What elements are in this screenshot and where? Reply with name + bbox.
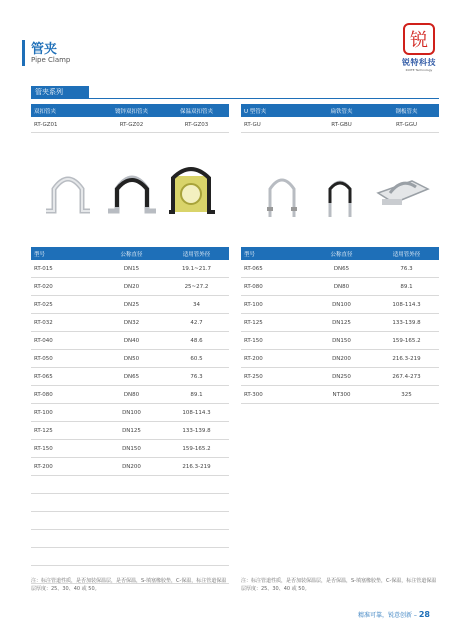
right-product-code-row (241, 117, 439, 133)
cell: RT-300 (244, 391, 263, 398)
double-clamp-image (38, 163, 98, 223)
cell: DN20 (123, 283, 140, 290)
table-row (241, 260, 439, 278)
steel-plate-clamp-image (372, 163, 432, 223)
left-spec-table (31, 247, 229, 584)
right-product-table (241, 104, 439, 133)
cell: DN150 (122, 445, 141, 452)
cell: DN150 (332, 337, 351, 344)
cell: 267.4-273 (392, 373, 421, 380)
table-row (31, 260, 229, 278)
table-row (241, 278, 439, 296)
page-subtitle: Pipe Clamp (31, 56, 71, 64)
cell: 42.7 (190, 319, 203, 326)
company-logo (396, 22, 442, 72)
cell: DN50 (123, 355, 140, 362)
cell: 25~27.2 (184, 283, 209, 290)
table-row (241, 332, 439, 350)
cell: RT-080 (244, 283, 263, 290)
cell: RT-032 (34, 319, 53, 326)
cell: RT-100 (244, 301, 263, 308)
cell: NT300 (332, 391, 351, 398)
right-note: 注：标注管道性质，是否加装保温层，是否保温，S-填塞橡胶垫，C-保温，标注管道保温层厚度：25、30、40 或 50。 (241, 578, 437, 592)
logo-tagline: RUITE Technology (405, 68, 433, 72)
cell: 159-165.2 (182, 445, 211, 452)
product-header: U 型管夹 (244, 108, 267, 115)
left-product-code-row (31, 117, 229, 133)
table-row (31, 278, 229, 296)
table-row (31, 422, 229, 440)
cell: DN200 (332, 355, 351, 362)
cell: 48.6 (190, 337, 203, 344)
left-product-header-row (31, 104, 229, 117)
cell: RT-200 (34, 463, 53, 470)
cell: RT-040 (34, 337, 53, 344)
product-header: 钢板管夹 (395, 108, 418, 115)
cell: 34 (193, 301, 200, 308)
table-row (31, 332, 229, 350)
cell: 60.5 (190, 355, 203, 362)
logo-name: 锐特科技 (402, 58, 436, 67)
table-row (241, 386, 439, 404)
cell: 216.3-219 (182, 463, 211, 470)
product-header: 保温双扣管夹 (179, 108, 213, 115)
cell: 133-139.8 (392, 319, 421, 326)
page-footer (358, 610, 430, 619)
cell: 159-165.2 (392, 337, 421, 344)
table-row (31, 548, 229, 566)
cell: 76.3 (190, 373, 203, 380)
table-row (241, 368, 439, 386)
product-code: RT-GGU (395, 121, 417, 128)
cell: RT-080 (34, 391, 53, 398)
spec-header: 公称直径 (330, 251, 353, 258)
left-product-table (31, 104, 229, 133)
table-row (241, 350, 439, 368)
cell: RT-050 (34, 355, 53, 362)
cell: DN100 (122, 409, 141, 416)
table-row (31, 458, 229, 476)
cell: DN100 (332, 301, 351, 308)
table-row (31, 368, 229, 386)
logo-seal-icon (402, 22, 436, 56)
product-code: RT-GZ03 (184, 121, 209, 128)
cell: DN32 (123, 319, 140, 326)
series-label: 管夹系列 (31, 86, 89, 98)
cell: RT-125 (244, 319, 263, 326)
series-divider (31, 98, 439, 99)
table-row (31, 512, 229, 530)
cell: 89.1 (190, 391, 203, 398)
u-clamp-image (252, 163, 312, 223)
cell: DN15 (123, 265, 140, 272)
cell: RT-065 (34, 373, 53, 380)
left-spec-header-row (31, 247, 229, 260)
cell: DN250 (332, 373, 351, 380)
right-spec-table (241, 247, 439, 404)
table-row (31, 314, 229, 332)
table-row (31, 350, 229, 368)
table-row (31, 494, 229, 512)
product-header: 扁铁管夹 (330, 108, 353, 115)
spec-header: 公称直径 (120, 251, 143, 258)
right-product-header-row (241, 104, 439, 117)
product-header: 镀锌双扣管夹 (114, 108, 148, 115)
svg-text:锐: 锐 (410, 30, 428, 51)
table-row (31, 440, 229, 458)
cell: RT-150 (244, 337, 263, 344)
table-row (241, 296, 439, 314)
product-code: RT-GBU (331, 121, 352, 128)
cell: DN80 (123, 391, 140, 398)
cell: DN80 (333, 283, 350, 290)
cell: RT-065 (244, 265, 263, 272)
left-note: 注：标注管道性质，是否加装保温层，是否保温，S-填塞橡胶垫，C-保温，标注管道保温层厚度：25、30、40 或 50。 (31, 578, 227, 592)
cell: RT-100 (34, 409, 53, 416)
product-code: RT-GU (244, 121, 261, 128)
cell: RT-250 (244, 373, 263, 380)
page-number: 28 (418, 610, 430, 619)
cell: 19.1~21.7 (181, 265, 212, 272)
cell: RT-015 (34, 265, 53, 272)
footer-slogan: 精准可靠，锐意创新 – (358, 612, 417, 619)
cell: 108-114.3 (182, 409, 211, 416)
page-title: 管夹 (31, 42, 58, 57)
cell: RT-020 (34, 283, 53, 290)
galvanized-clamp-image (102, 163, 162, 223)
cell: DN200 (122, 463, 141, 470)
table-row (31, 296, 229, 314)
spec-header: 型号 (34, 251, 46, 258)
spec-header: 型号 (244, 251, 256, 258)
table-row (31, 476, 229, 494)
cell: DN65 (333, 265, 350, 272)
flat-iron-clamp-image (310, 163, 370, 223)
product-code: RT-GZ01 (34, 121, 58, 128)
cell: 76.3 (400, 265, 413, 272)
product-header: 双扣管夹 (34, 108, 57, 115)
cell: 216.3-219 (392, 355, 421, 362)
cell: DN25 (123, 301, 140, 308)
cell: DN65 (123, 373, 140, 380)
product-code: RT-GZ02 (119, 121, 144, 128)
right-spec-header-row (241, 247, 439, 260)
cell: DN125 (122, 427, 141, 434)
table-row (31, 386, 229, 404)
cell: 89.1 (400, 283, 413, 290)
cell: RT-150 (34, 445, 53, 452)
table-row (241, 314, 439, 332)
cell: RT-025 (34, 301, 53, 308)
cell: 108-114.3 (392, 301, 421, 308)
cell: 133-139.8 (182, 427, 211, 434)
cell: DN125 (332, 319, 351, 326)
cell: RT-125 (34, 427, 53, 434)
spec-header: 适用管外径 (182, 251, 211, 258)
spec-header: 适用管外径 (392, 251, 421, 258)
cell: 325 (401, 391, 412, 398)
title-accent-bar (22, 40, 25, 66)
cell: RT-200 (244, 355, 263, 362)
insulated-clamp-image (163, 160, 223, 220)
table-row (31, 404, 229, 422)
table-row (31, 530, 229, 548)
cell: DN40 (123, 337, 140, 344)
